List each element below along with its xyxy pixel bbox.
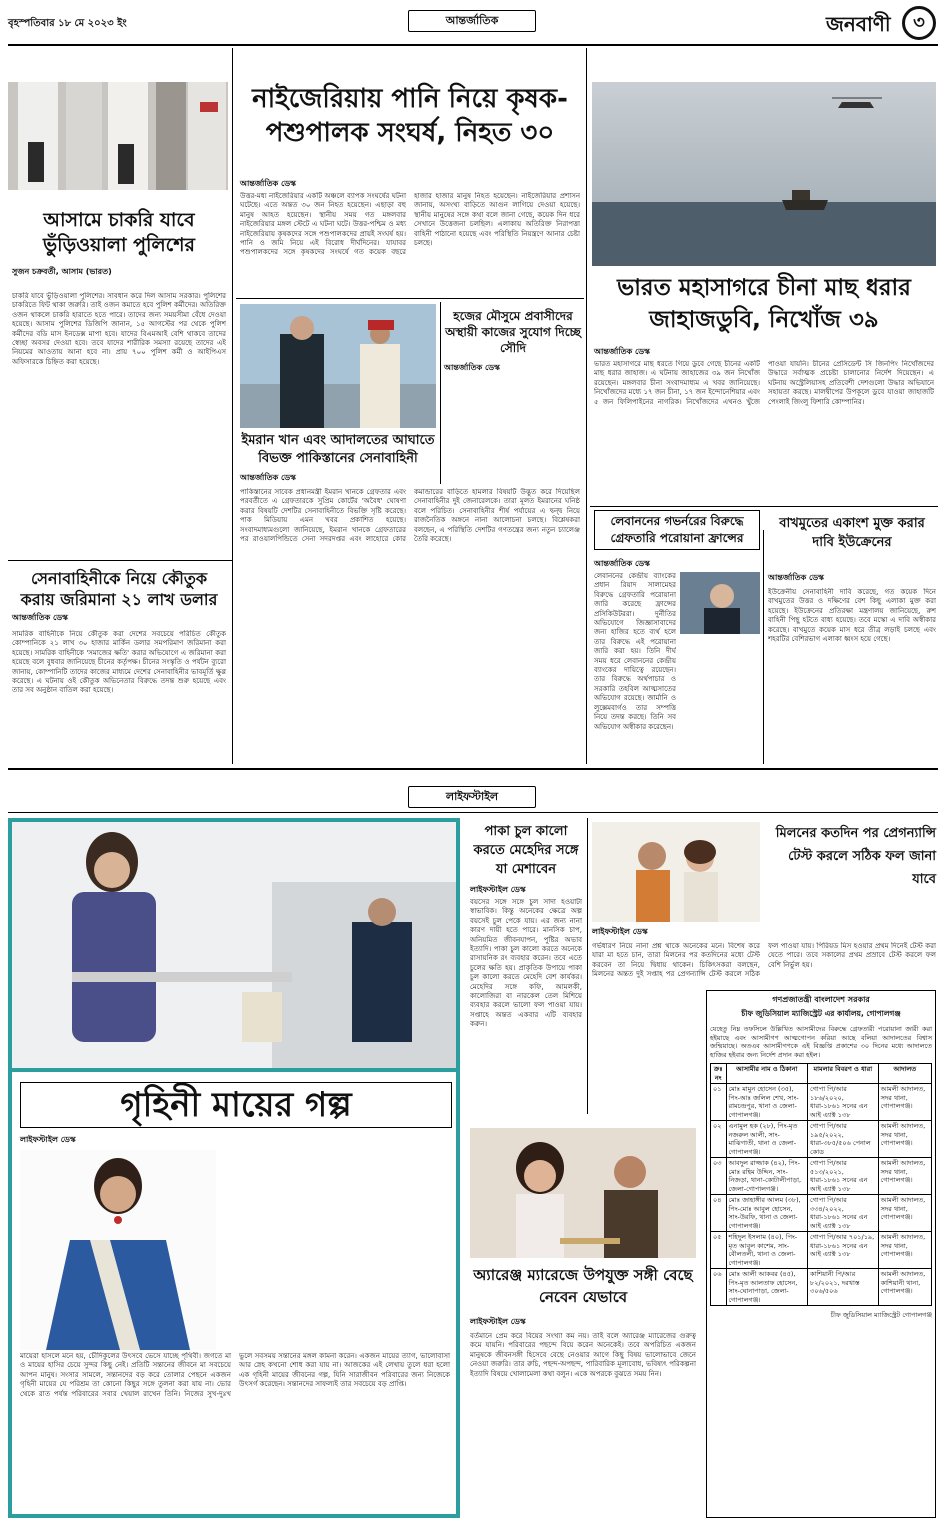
china-ship-headline: ভারত মহাসাগরে চীনা মাছ ধরার জাহাজডুবি, নিখোঁজ ৩৯ bbox=[617, 275, 911, 333]
notice-gov-title: গণপ্রজাতন্ত্রী বাংলাদেশ সরকার bbox=[772, 995, 870, 1004]
hair-headline: পাকা চুল কালো করতে মেহেদির সঙ্গে যা মেশাবেন bbox=[473, 824, 579, 877]
notice-col-header: ক্রঃ নং bbox=[711, 1064, 727, 1084]
army-fine-headline: সেনাবাহিনীকে নিয়ে কৌতুক করায় জরিমানা ২১ লাখ ডলার bbox=[20, 569, 218, 609]
table-row bbox=[711, 1158, 932, 1195]
table-cell: আমলী আদালত, কাশিয়ানী থানা, গোপালগঞ্জ। bbox=[878, 1269, 931, 1306]
mother-ironing-image bbox=[12, 822, 456, 1068]
table-cell: ০২ bbox=[711, 1121, 727, 1158]
bakhmut-body: ইউক্রেনীয় সেনাবাহিনী দাবি করেছে, গত কয়েক দিনে বাখমুতের উত্তর ও দক্ষিণের বেশ কিছু এলাকা মুক্ত করা হয়েছে। ইউক্রেনের প্রতিরক্ষা মন্ত্রণালয় জানিয়েছে, রুশ বাহিনী পিছু হটতে বাধ্য হয়েছে। তবে মস্কো এ দাবি অস্বীকার করেছে। বাখমুতে কয়েক মাস ধরে তীব্র লড়াই চলছে এবং শহরটির বেশিরভাগ এলাকা ধ্বংস হয়ে গেছে। bbox=[768, 588, 936, 644]
court-notice bbox=[706, 990, 936, 1518]
lifestyle-section-label: লাইফস্টাইল bbox=[408, 786, 536, 808]
china-ship-byline: আন্তর্জাতিক ডেস্ক bbox=[594, 347, 650, 356]
header-date: বৃহস্পতিবার ১৮ মে ২০২৩ ইং bbox=[8, 18, 127, 29]
notice-office-title: চীফ জুডিসিয়াল ম্যাজিস্ট্রেট এর কার্যালয়, গোপালগঞ্জ bbox=[741, 1009, 901, 1018]
divider bbox=[590, 506, 938, 507]
table-cell: গোপা পি/আর ৭০১/১৯, ধারা-১৮৬১ সনের এন আই এ্যাক্ট ১৩৮ bbox=[808, 1232, 879, 1269]
marriage-body: বর্তমানে প্রেম করে বিয়ের সংখ্যা কম নয়। তাই বলে অ্যারেঞ্জ ম্যারেজের গুরুত্ব কমে যায়নি। পরিবারের পছন্দে বিয়ে করেন অনেকেই। তবে অপরিচিত একজন মানুষকে জীবনসঙ্গী হিসেবে বেছে নেওয়ার আগে কিছু বিষয় ভালোভাবে জেনে নেওয়া জরুরি। তার রুচি, পছন্দ-অপছন্দ, পারিবারিক মূল্যবোধ, ভবিষ্যৎ পরিকল্পনা ইত্যাদি বিষয়ে খোলামেলা কথা বলুন। একে অপরকে বুঝতে সময় নিন। bbox=[470, 1332, 696, 1378]
imran-image bbox=[240, 304, 436, 428]
lebanon-image bbox=[680, 572, 760, 634]
notice-table bbox=[710, 1063, 932, 1306]
col-divider bbox=[440, 302, 441, 484]
table-cell: আমলী আদালত, সদর থানা, গোপালগঞ্জ। bbox=[878, 1158, 931, 1195]
lebanon-byline: আন্তর্জাতিক ডেস্ক bbox=[594, 559, 650, 568]
table-cell: ০৫ bbox=[711, 1232, 727, 1269]
notice-col-header: আসামীর নাম ও ঠিকানা bbox=[726, 1064, 807, 1084]
table-row bbox=[711, 1269, 932, 1306]
table-cell: গোপা পি/আর ১৮৬/২০২০, ধারা-১৮৬১ সনের এন আই এ্যাক্ট ১৩৮ bbox=[808, 1084, 879, 1121]
ship-image bbox=[592, 82, 936, 266]
newspaper-logo bbox=[826, 6, 936, 40]
lebanon-photo bbox=[680, 572, 760, 634]
col-divider bbox=[232, 48, 233, 764]
table-cell: গোপা পি/আর ৩৩৪/২০২২, ধারা-১৮৬১ সনের এন আই এ্যাক্ট ১৩৮ bbox=[808, 1195, 879, 1232]
divider bbox=[236, 298, 584, 299]
mother-body: মায়েরা হাসলে মনে হয়, চৌদিকুলের উৎসবে ভেসে যাচ্ছে পৃথিবী। জগতে মা ও মায়ের হাসির চেয়ে সুন্দর কিছু নেই। প্রতিটি সন্তানের জীবনে মা সবচেয়ে আপন মানুষ। সংসার সামলে, সন্তানদের বড় করে তোলার পেছনে একজন গৃহিনী মায়ের যে পরিশ্রম তা কোনো কিছুর সঙ্গে তুলনা করা যায় না। ভোর থেকে রাত পর্যন্ত পরিবারের সবার খেয়াল রাখেন তিনি। নিজের সুখ-দুঃখ ভুলে সবসময় সন্তানের মঙ্গল কামনা করেন। একজন মায়ের ত্যাগ, ভালোবাসা আর স্নেহ কখনো শোধ করা যায় না। আজকের এই লেখায় তুলে ধরা হলো এক গৃহিনী মায়ের জীবনের গল্প, যিনি সারাজীবন পরিবারের জন্য নিজেকে উৎসর্গ করেছেন। সন্তানদের সাফল্যই তার সবচেয়ে বড় প্রাপ্তি। bbox=[20, 1352, 450, 1398]
imran-body: পাকিস্তানের সাবেক প্রধানমন্ত্রী ইমরান খানকে গ্রেফতার এবং পরবর্তীতে এ গ্রেফতারকে সুপ্রিম কোর্টের 'অবৈধ' ঘোষণা করার বিষয়টি দেশটির সেনাবাহিনীতে বিভক্তি সৃষ্টি করেছে। পাক মিডিয়ায় এমন খবর প্রকাশিত হয়েছে। সংবাদমাধ্যমগুলো জানিয়েছে, ইমরান খানকে গ্রেফতারের পর রাওয়ালপিন্ডিতে সেনা সদরদপ্তর এবং লাহোরে কোর কমান্ডারের বাড়িতে হামলার বিষয়টি উদ্ভূত করে দিয়েছিল সেনাবাহিনীর দুই জেনারেলকে। তারা মূলত ইমরানের ঘনিষ্ঠ বলে পরিচিত। সেনাবাহিনীর শীর্ষ পর্যায়ের এ দ্বন্দ্ব নিয়ে রাজনৈতিক অঙ্গনে নানা আলোচনা চলছে। বিশ্লেষকরা বলছেন, এ পরিস্থিতি দেশটির গণতন্ত্রের জন্য নতুন চ্যালেঞ্জ তৈরি করেছে। bbox=[240, 488, 580, 544]
marriage-photo bbox=[470, 1128, 696, 1258]
table-cell: আমলী আদালত, সদর থানা, গোপালগঞ্জ। bbox=[878, 1232, 931, 1269]
notice-col-header: আদালত bbox=[878, 1064, 931, 1084]
nigeria-byline: আন্তর্জাতিক ডেস্ক bbox=[240, 179, 296, 188]
logo-text: জনবাণী bbox=[826, 12, 891, 36]
police-photo bbox=[8, 82, 228, 190]
marriage-image bbox=[470, 1128, 696, 1258]
marriage-byline: লাইফস্টাইল ডেস্ক bbox=[470, 1317, 526, 1326]
imran-photo bbox=[240, 304, 436, 428]
pregnancy-byline: লাইফস্টাইল ডেস্ক bbox=[592, 927, 648, 936]
table-cell: আমলী আদালত, সদর থানা, গোপালগঞ্জ। bbox=[878, 1121, 931, 1158]
page-number-badge bbox=[902, 6, 936, 40]
notice-col-header: মামলার বিবরণ ও ধারা bbox=[808, 1064, 879, 1084]
mother-ironing-photo bbox=[12, 822, 456, 1068]
table-row bbox=[711, 1121, 932, 1158]
frame-inner-rule bbox=[8, 1068, 460, 1072]
table-row bbox=[711, 1084, 932, 1121]
table-cell: মোঃ আলী আকবর (৪৫), পিং-মৃত আলতাফ হোসেন, সাং-ঘোনাপাড়া, জেলা-গোপালগঞ্জ। bbox=[726, 1269, 807, 1306]
police-image bbox=[8, 82, 228, 190]
table-row bbox=[711, 1195, 932, 1232]
table-row bbox=[711, 1232, 932, 1269]
pregnancy-body: গর্ভধারণ নিয়ে নানা প্রশ্ন থাকে অনেকের মনে। বিশেষ করে যারা মা হতে চান, তারা মিলনের পর কতদিনের মধ্যে টেস্ট করবেন তা নিয়ে দ্বিধায় থাকেন। চিকিৎসকরা বলছেন, মিলনের অন্তত দুই সপ্তাহ পর প্রেগন্যান্সি টেস্ট করলে সঠিক ফল পাওয়া যায়। পিরিয়ড মিস হওয়ার প্রথম দিনেই টেস্ট করা যেতে পারে। তবে সকালের প্রথম প্রস্রাবে টেস্ট করলে ফল বেশি নির্ভুল হয়। bbox=[592, 942, 936, 979]
table-cell: ০৬ bbox=[711, 1269, 727, 1306]
table-cell: গোপা পি/আর ১৯৫/২০২২, ধারা-৩৮৫/৫০৬ পেনাল কোড bbox=[808, 1121, 879, 1158]
section-label: আন্তর্জাতিক bbox=[408, 10, 536, 32]
nigeria-headline: নাইজেরিয়ায় পানি নিয়ে কৃষক-পশুপালক সংঘর্ষ, নিহত ৩০ bbox=[252, 84, 568, 148]
lebanon-headline: লেবাননের গভর্নরের বিরুদ্ধে গ্রেফতারি পরোয়ানা ফ্রান্সের bbox=[594, 510, 760, 550]
table-cell: আমলী আদালত, সদর থানা, গোপালগঞ্জ। bbox=[878, 1084, 931, 1121]
assam-headline: আসামে চাকরি যাবে ভুঁড়িওয়ালা পুলিশের bbox=[43, 209, 195, 256]
marriage-headline: অ্যারেঞ্জ ম্যারেজে উপযুক্ত সঙ্গী বেছে নেবেন যেভাবে bbox=[473, 1266, 693, 1306]
china-ship-body: ভারত মহাসাগরে মাছ ধরতে গিয়ে ডুবে গেছে চীনের একটি মাছ ধরার জাহাজ। এ ঘটনায় জাহাজের ৩৯ জন নিখোঁজ রয়েছেন। মঙ্গলবার চীনা সংবাদমাধ্যম এ খবর জানিয়েছে। নিখোঁজদের মধ্যে ১৭ জন চীনা, ১৭ জন ইন্দোনেশিয়ার এবং ৫ জন ফিলিপাইনের নাগরিক। নিখোঁজদের এখনও খুঁজে পাওয়া যায়নি। চীনের প্রেসিডেন্ট সি জিনপিং নিখোঁজদের উদ্ধারে সর্বাত্মক প্রচেষ্টা চালানোর নির্দেশ দিয়েছেন। এ ঘটনায় অস্ট্রেলিয়াসহ প্রতিবেশী দেশগুলো উদ্ধার অভিযানে সহায়তা করছে। মালদ্বীপের উপকূলে ডুবে যাওয়া জাহাজটি পেংলাই জিংলু ফিশারি কোম্পানির। bbox=[594, 360, 934, 406]
army-fine-body: সামরিক বাহিনীকে নিয়ে কৌতুক করা দেশের সবচেয়ে পরিচিত কৌতুক কোম্পানিকে ২১ লাখ ৩০ হাজার মার্কিন ডলার সমপরিমাণ জরিমানা করা হয়েছে। সামরিক বাহিনীকে 'সমাজের ক্ষতি' করার অভিযোগে এ জরিমানা করা হয়েছে বলে বুধবার জানিয়েছে চীনের কর্তৃপক্ষ। চীনের সংস্কৃতি ও পর্যটন ব্যুরো জানায়, কোম্পানিটি তাদের কাজের মাধ্যমে দেশের সেনাবাহিনীর ভাবমূর্তি ক্ষুণ্ণ করেছে। এ ঘটনায় ওই কৌতুক অভিনেতার বিরুদ্ধে তদন্ত শুরু হয়েছে এবং তার সব অনুষ্ঠান বাতিল করা হয়েছে। bbox=[12, 630, 226, 695]
table-cell: ০৩ bbox=[711, 1158, 727, 1195]
bakhmut-byline: আন্তর্জাতিক ডেস্ক bbox=[768, 573, 824, 582]
table-cell: ০১ bbox=[711, 1084, 727, 1121]
section-rule bbox=[8, 812, 938, 813]
col-divider bbox=[587, 818, 588, 1114]
page-number: ৩ bbox=[913, 12, 925, 33]
hair-body: বয়সের সঙ্গে সঙ্গে চুল সাদা হওয়াটা স্বাভাবিক। কিন্তু অনেকের ক্ষেত্রে অল্প বয়সেই চুল পেকে যায়। এর জন্য নানা কারণ দায়ী হতে পারে। মানসিক চাপ, অনিয়মিত জীবনযাপন, পুষ্টির অভাব ইত্যাদি। পাকা চুল কালো করতে অনেকে রাসায়নিক রং ব্যবহার করেন। তবে এতে চুলের ক্ষতি হয়। প্রাকৃতিক উপায়ে পাকা চুল কালো করতে মেহেদি বেশ কার্যকর। মেহেদির সঙ্গে কফি, আমলকী, কালোজিরা বা নারকেল তেল মিশিয়ে ব্যবহার করলে ভালো ফল পাওয়া যায়। সপ্তাহে অন্তত একবার এটি ব্যবহার করুন। bbox=[470, 898, 582, 1029]
table-cell: গোপা পি/আর ৫১৩/২০২১, ধারা-১৮৬১ সনের এন আই এ্যাক্ট ১৩৮ bbox=[808, 1158, 879, 1195]
assam-byline: সুজন চক্রবর্তী, আসাম (ভারত) bbox=[12, 267, 112, 276]
lebanon-body: লেবাননের কেন্দ্রীয় ব্যাংকের প্রধান রিয়াদ সালামেহর বিরুদ্ধে গ্রেফতারি পরোয়ানা জারি করেছে ফ্রান্সের প্রসিকিউটররা। দুর্নীতির অভিযোগে জিজ্ঞাসাবাদের জন্য হাজির হতে ব্যর্থ হলে তার বিরুদ্ধে এই পরোয়ানা জারি করা হয়। তিনি দীর্ঘ সময় ধরে লেবাননের কেন্দ্রীয় ব্যাংকের দায়িত্বে রয়েছেন। তার বিরুদ্ধে অর্থপাচার ও সরকারি তহবিল আত্মসাতের অভিযোগ রয়েছে। জার্মানি ও লুক্সেমবার্গও তার সম্পত্তি নিয়ে তদন্ত করছে। তিনি সব অভিযোগ অস্বীকার করেছেন। bbox=[594, 572, 676, 731]
col-divider bbox=[586, 48, 587, 764]
mother-headline: গৃহিনী মায়ের গল্প bbox=[20, 1082, 452, 1128]
pregnancy-headline: মিলনের কতদিন পর প্রেগন্যান্সি টেস্ট করলে সঠিক ফল জানা যাবে bbox=[775, 826, 936, 887]
table-cell: এনামুল হক (২৮), পিং-মৃত নজরুল আলী, সাং-মাঝিগাতী, থানা ও জেলা-গোপালগঞ্জ। bbox=[726, 1121, 807, 1158]
bakhmut-headline: বাখমুতের একাংশ মুক্ত করার দাবি ইউক্রেনের bbox=[779, 516, 925, 550]
table-cell: মোঃ মামুন হোসেন (৩৫), পিং-আঃ জলিল শেখ, সাং-রামচন্দ্রপুর, থানা ও জেলা-গোপালগঞ্জ। bbox=[726, 1084, 807, 1121]
notice-table-header bbox=[711, 1064, 932, 1084]
hair-byline: লাইফস্টাইল ডেস্ক bbox=[470, 885, 526, 894]
mother-byline: লাইফস্টাইল ডেস্ক bbox=[20, 1135, 76, 1144]
saudi-headline: হজের মৌসুমে প্রবাসীদের অস্থায়ী কাজের সুযোগ দিচ্ছে সৌদি bbox=[445, 309, 581, 355]
table-cell: আমলী আদালত, সদর থানা, গোপালগঞ্জ। bbox=[878, 1195, 931, 1232]
table-cell: মোঃ জাহাঙ্গীর আলম (৩৮), পিং-মোঃ আবুল হোসেন, সাং-উরফি, থানা ও জেলা-গোপালগঞ্জ। bbox=[726, 1195, 807, 1232]
ship-photo bbox=[592, 82, 936, 266]
col-divider bbox=[763, 530, 764, 764]
nigeria-body: উত্তর-মধ্য নাইজেরিয়ার একটি অঞ্চলে ব্যাপক সংঘর্ষের ঘটনা ঘটেছে। এতে অন্তত ৩০ জন নিহত হয়েছেন। এছাড়া বহু মানুষ আহত হয়েছেন। স্থানীয় সময় গত মঙ্গলবার নাইজেরিয়ার মঙ্গল স্টেটে এ ঘটনা ঘটে। উত্তর-পশ্চিম ও মধ্য নাইজেরিয়ায় কৃষকদের সঙ্গে পশুপালকদের প্রায়ই সংঘর্ষ হয়। পানি ও জমি নিয়ে এই বিরোধ দীর্ঘদিনের। যাযাবর পশুপালকদের সঙ্গে কৃষকদের সংঘর্ষে গত কয়েক বছরে হাজার হাজার মানুষ নিহত হয়েছেন। নাইজেরিয়ার প্রশাসন জানায়, অসংখ্য বাড়িতে আগুন লাগিয়ে দেওয়া হয়েছে। স্থানীয় মানুষের সঙ্গে কথা বলে জানা গেছে, কয়েক দিন ধরে সেখানে উত্তেজনা চলছিল। এলাকায় অতিরিক্ত নিরাপত্তা বাহিনী পাঠানো হয়েছে এবং পরিস্থিতি নিয়ন্ত্রণে আনার চেষ্টা চলছে। bbox=[240, 192, 580, 257]
couple-image bbox=[592, 822, 760, 922]
couple-photo bbox=[592, 822, 760, 922]
imran-headline: ইমরান খান এবং আদালতের আঘাতে বিভক্ত পাকিস্তানের সেনাবাহিনী bbox=[241, 433, 435, 466]
notice-intro: যেহেতু নিম্ন তফসিলে উল্লিখিত আসামীদের বিরুদ্ধে গ্রেফতারী পরোয়ানা জারী করা হইয়াছে এবং আসামীগণ আত্মগোপন করিয়া আছে বলিয়া আদালতের বিশ্বাস জন্মিয়াছে। অতএব আসামীগণকে এই বিজ্ঞপ্তি প্রকাশের ৩০ দিনের মধ্যে আদালতে হাজির হইবার জন্য নির্দেশ প্রদান করা হইল। bbox=[710, 1025, 932, 1059]
notice-signature: চীফ জুডিসিয়াল ম্যাজিস্ট্রেট গোপালগঞ্জ bbox=[830, 1311, 932, 1319]
army-fine-byline: আন্তর্জাতিক ডেস্ক bbox=[12, 613, 68, 622]
table-cell: শহিদুল ইসলাম (৪০), পিং-মৃত আবুল কাশেম, সাং-বৌলতলী, থানা ও জেলা-গোপালগঞ্জ। bbox=[726, 1232, 807, 1269]
divider bbox=[8, 560, 232, 561]
table-cell: ০৪ bbox=[711, 1195, 727, 1232]
table-cell: আবদুল রাজ্জাক (৪২), পিং-মোঃ রহিম উদ্দিন, সাং-নিজড়া, থানা-কোটালীপাড়া, জেলা-গোপালগঞ্জ। bbox=[726, 1158, 807, 1195]
header-rule bbox=[8, 44, 938, 46]
section-rule bbox=[8, 768, 938, 770]
mother-saree-image bbox=[20, 1150, 216, 1350]
table-cell: কাশিয়ানী পি/আর ৮২/২০২১, দরখাস্ত ৩০৬/৫০৬ bbox=[808, 1269, 879, 1306]
mother-saree-photo bbox=[20, 1150, 216, 1350]
imran-byline: আন্তর্জাতিক ডেস্ক bbox=[240, 473, 296, 482]
saudi-byline: আন্তর্জাতিক ডেস্ক bbox=[444, 363, 500, 372]
assam-body: চাকরি যাবে ভুঁড়িওয়ালা পুলিশের। সাবধান করে দিল আসাম সরকার। পুলিশের চাকরিতে ফিট থাকা জরুরি। তাই ওজন কমাতে হবে পুলিশ কর্মীদের। অতিরিক্ত ওজন থাকলে চাকরি হারাতে হতে পারে। তাদের জন্য সময়সীমা বেঁধে দেওয়া হয়েছে। আসাম পুলিশের ডিজিপি জানান, ১৫ আগস্টের পর থেকে পুলিশ কর্মীদের বডি মাস ইনডেক্স মাপা হবে। যাদের বিএমআই বেশি থাকবে তাদের স্বেচ্ছা অবসর দেওয়া হবে। তবে যাদের শারীরিক সমস্যা রয়েছে তাদের এই নিয়মের আওতায় আনা হবে না। প্রায় ৭০০ পুলিশ কর্মী ও আইপিএস অফিসারকে চিহ্নিত করা হয়েছে। bbox=[12, 292, 226, 366]
